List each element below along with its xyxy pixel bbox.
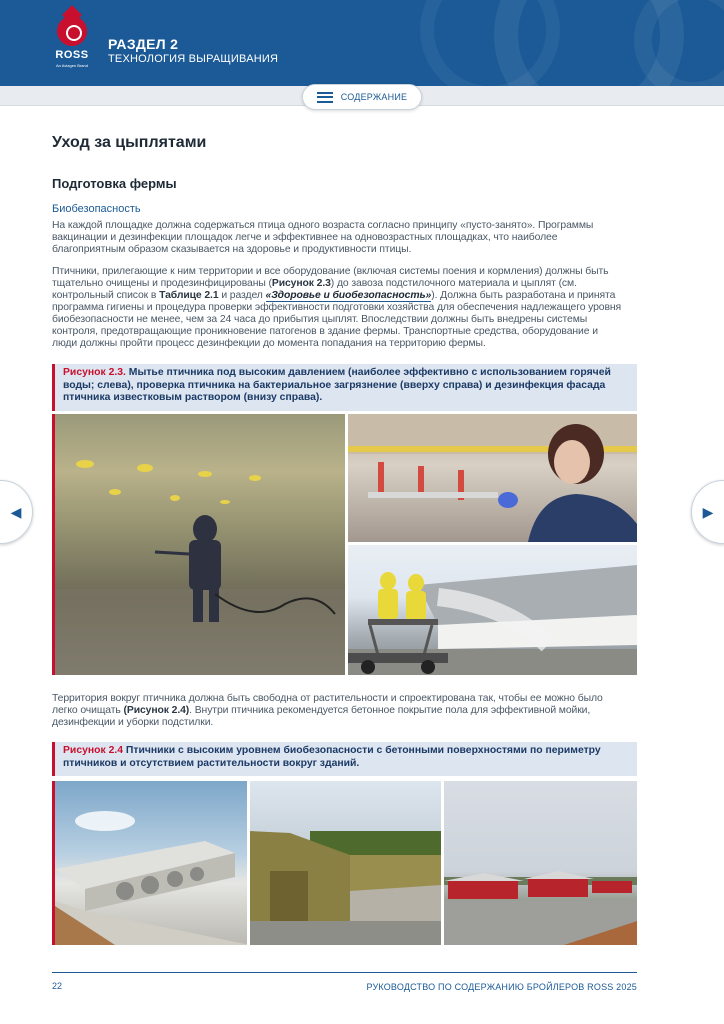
contents-label: СОДЕРЖАНИЕ xyxy=(340,92,408,102)
section-heading: Подготовка фермы xyxy=(52,176,177,191)
footer-divider xyxy=(52,972,637,973)
arrow-left-icon: ◀ xyxy=(10,503,22,520)
figure-2-3-caption: Рисунок 2.3. Мытье птичника под высоким давлением (наиболее эффективно с использованием горячей воды; слева), проверка птичника на бактериальное загрязнение (вверху справа) и дезинфекция фасада птичника известковым раствором (внизу справа). xyxy=(52,364,637,411)
figure-number: Рисунок 2.3. xyxy=(63,367,126,378)
paragraph-3: Территория вокруг птичника должна быть свободна от растительности и спроектирована так, чтобы ее можно было легко очищать (Рисунок 2.4). Внутри птичника рекомендуется бетонное покрытие пола для эффективной мойки, дезинфекции и уборки подстилки. xyxy=(52,693,603,728)
section-title: ТЕХНОЛОГИЯ ВЫРАЩИВАНИЯ xyxy=(108,53,279,65)
photo-pressure-washing xyxy=(52,414,345,675)
logo-subtitle: An Aviagen Brand xyxy=(56,63,88,68)
page-title: Уход за цыплятами xyxy=(52,134,207,151)
section-number: РАЗДЕЛ 2 xyxy=(108,36,179,52)
photo-concrete-perimeter xyxy=(250,781,441,945)
next-page-button[interactable] xyxy=(691,480,724,544)
contents-button[interactable] xyxy=(302,84,422,110)
page-header xyxy=(0,0,724,86)
page-number: 22 xyxy=(52,981,63,991)
header-decoration xyxy=(420,0,560,86)
menu-icon xyxy=(317,92,333,103)
figure-number: Рисунок 2.4 xyxy=(63,745,124,756)
logo-brand: ROSS xyxy=(55,49,89,61)
photo-bacterial-testing xyxy=(348,414,637,542)
photo-lime-disinfection xyxy=(348,545,637,675)
ross-logo[interactable] xyxy=(50,16,94,74)
header-decoration xyxy=(634,0,724,86)
subsection-heading: Биобезопасность xyxy=(52,203,141,215)
health-biosecurity-link[interactable]: «Здоровье и биобезопасность» xyxy=(265,290,432,301)
arrow-right-icon: ▶ xyxy=(702,503,714,520)
photo-red-poultry-houses xyxy=(444,781,637,945)
prev-page-button[interactable] xyxy=(0,480,33,544)
table-ref[interactable]: Таблице 2.1 xyxy=(159,290,219,301)
paragraph-2: Птичники, прилегающие к ним территории и все оборудование (включая системы поения и кормления) должны быть тщательно очищены и продезинфицированы (Рисунок 2.3) до завоза подстилочного материала и цыплят (см. контрольный список в Таблице 2.1 и раздел «Здоровье и биобезопасность»). Должна быть разработана и принята программа гигиены и процедура проверки эффективности подготовки хозяйства для обеспечения надлежащего уровня биобезопасности не менее, чем за 24 часа до прибытия цыплят. Впоследствии должны быть внедрены системы контроля, предотвращающие проникновение патогенов в здание фермы. Транспортные средства, оборудование и люди должны пройти процесс дезинфекции до момента попадания на территорию фермы. xyxy=(52,266,622,349)
paragraph-1: На каждой площадке должна содержаться птица одного возраста согласно принципу «пусто-занято». Программы вакцинации и дезинфекции площадок легче и эффективнее на одновозрастных площадках, что наиболее благоприятным образом сказывается на здоровье и продуктивности птицы. xyxy=(52,220,594,255)
photo-poultry-house-fans xyxy=(52,781,247,945)
figure-ref[interactable]: (Рисунок 2.4) xyxy=(123,705,190,716)
figure-ref[interactable]: Рисунок 2.3 xyxy=(271,278,331,289)
figure-2-4-caption: Рисунок 2.4 Птичники с высоким уровнем биобезопасности с бетонными поверхностями по периметру птичников и отсутствием растительности вокруг зданий. xyxy=(52,742,637,776)
footer-title: РУКОВОДСТВО ПО СОДЕРЖАНИЮ БРОЙЛЕРОВ ROSS 2025 xyxy=(366,982,637,992)
ross-drop-icon xyxy=(57,16,87,46)
